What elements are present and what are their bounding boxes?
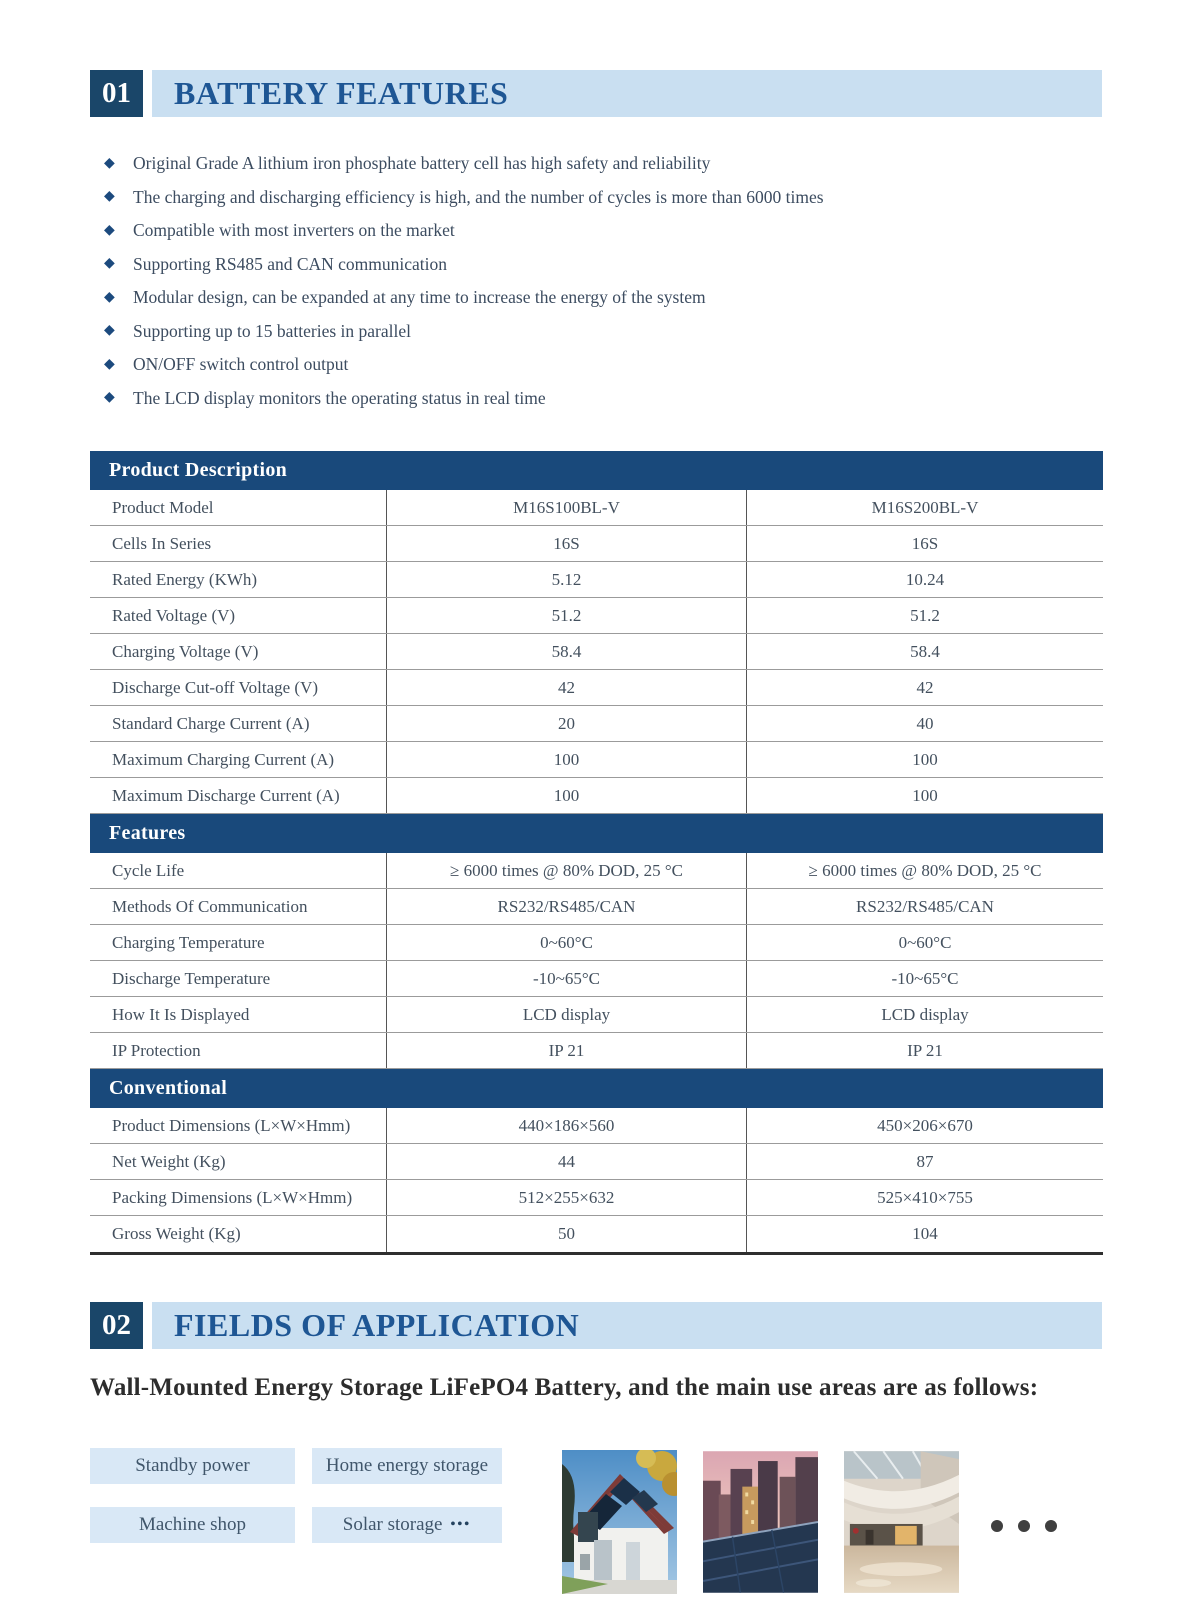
application-chip-label: Machine shop	[138, 1514, 247, 1535]
feature-bullet-text: Supporting RS485 and CAN communication	[133, 253, 448, 274]
spec-value-model-1: 20	[386, 706, 746, 741]
spec-table-section	[90, 1069, 1103, 1252]
section-2-title-bar	[152, 1302, 1102, 1349]
application-chips	[90, 1448, 502, 1543]
feature-bullet	[104, 214, 1044, 248]
spec-row-label: Product Dimensions (L×W×Hmm)	[112, 1115, 351, 1135]
feature-bullet-text: Original Grade A lithium iron phosphate battery cell has high safety and reliability	[133, 153, 711, 174]
spec-row-label: How It Is Displayed	[112, 1004, 250, 1024]
chip-more-dots: •••	[450, 1517, 472, 1532]
spec-table-row	[90, 598, 1103, 634]
ellipsis-dot	[1018, 1520, 1030, 1532]
spec-table-row	[90, 706, 1103, 742]
spec-row-label: Charging Temperature	[112, 932, 265, 952]
spec-value-model-2: 58.4	[746, 634, 1103, 669]
spec-section-header: Features	[90, 814, 1103, 853]
spec-table-row	[90, 925, 1103, 961]
application-chip	[90, 1448, 295, 1484]
spec-row-label: Discharge Temperature	[112, 968, 271, 988]
spec-value-model-1: IP 21	[386, 1033, 746, 1068]
spec-table-row	[90, 1180, 1103, 1216]
spec-table-row	[90, 1108, 1103, 1144]
ellipsis-dot	[991, 1520, 1003, 1532]
application-chip-label: Solar storage	[342, 1514, 443, 1535]
spec-table-row	[90, 961, 1103, 997]
spec-row-label: Standard Charge Current (A)	[112, 713, 310, 733]
spec-value-model-2: 450×206×670	[746, 1108, 1103, 1143]
spec-table-row	[90, 1216, 1103, 1252]
city-solar-photo	[703, 1450, 818, 1594]
spec-value-model-1: 0~60°C	[386, 925, 746, 960]
diamond-bullet-icon: ◆	[104, 323, 115, 339]
application-chip-label: Home energy storage	[325, 1455, 489, 1476]
spec-row-label: Cells In Series	[112, 533, 212, 553]
spec-row-label: Charging Voltage (V)	[112, 641, 259, 661]
spec-value-model-2: 51.2	[746, 598, 1103, 633]
spec-row-label: Product Model	[112, 497, 214, 517]
spec-value-model-2: 525×410×755	[746, 1180, 1103, 1215]
spec-row-label: Maximum Discharge Current (A)	[112, 785, 340, 805]
application-photos	[562, 1450, 959, 1594]
spec-row-label: Discharge Cut-off Voltage (V)	[112, 677, 319, 697]
feature-bullet-text: ON/OFF switch control output	[133, 354, 349, 375]
application-chip	[312, 1507, 502, 1543]
spec-value-model-1: 16S	[386, 526, 746, 561]
spec-value-model-1: 42	[386, 670, 746, 705]
spec-section-header: Product Description	[90, 451, 1103, 490]
feature-bullet-text: The charging and discharging efficiency is high, and the number of cycles is more than 6000 times	[133, 186, 824, 207]
battery-features-list	[104, 147, 1044, 415]
spec-table-row	[90, 778, 1103, 814]
ellipsis-dot	[1045, 1520, 1057, 1532]
feature-bullet	[104, 281, 1044, 315]
feature-bullet	[104, 147, 1044, 181]
feature-bullet	[104, 348, 1044, 382]
application-chip	[90, 1507, 295, 1543]
spec-row-label: Cycle Life	[112, 860, 185, 880]
feature-bullet-text: Modular design, can be expanded at any time to increase the energy of the system	[133, 287, 706, 308]
spec-table-section	[90, 814, 1103, 1069]
feature-bullet	[104, 315, 1044, 349]
mall-interior-photo	[844, 1450, 959, 1594]
spec-value-model-2: 0~60°C	[746, 925, 1103, 960]
application-chip-label: Standby power	[135, 1455, 250, 1476]
section-2-number: 02	[90, 1302, 143, 1349]
feature-bullet	[104, 181, 1044, 215]
spec-row-label: Rated Energy (KWh)	[112, 569, 258, 589]
spec-value-model-2: 16S	[746, 526, 1103, 561]
spec-table-row	[90, 670, 1103, 706]
spec-value-model-1: 5.12	[386, 562, 746, 597]
spec-value-model-1: M16S100BL-V	[386, 490, 746, 525]
spec-table-row	[90, 742, 1103, 778]
spec-value-model-2: 100	[746, 742, 1103, 777]
application-heading: Wall-Mounted Energy Storage LiFePO4 Battery, and the main use areas are as follows:	[90, 1374, 1039, 1401]
feature-bullet	[104, 248, 1044, 282]
spec-value-model-2: ≥ 6000 times @ 80% DOD, 25 °C	[746, 853, 1103, 888]
feature-bullet-text: Supporting up to 15 batteries in parallel	[133, 320, 412, 341]
spec-table-row	[90, 853, 1103, 889]
spec-value-model-1: 50	[386, 1216, 746, 1252]
house-solar-photo	[562, 1450, 677, 1594]
spec-section-rows	[90, 853, 1103, 1069]
diamond-bullet-icon: ◆	[104, 189, 115, 205]
spec-value-model-2: 40	[746, 706, 1103, 741]
section-1-title-bar	[152, 70, 1102, 117]
spec-value-model-1: 44	[386, 1144, 746, 1179]
diamond-bullet-icon: ◆	[104, 256, 115, 272]
spec-table-row	[90, 634, 1103, 670]
spec-row-label: Packing Dimensions (L×W×Hmm)	[112, 1187, 353, 1207]
application-chip	[312, 1448, 502, 1484]
spec-section-header: Conventional	[90, 1069, 1103, 1108]
more-items-ellipsis-icon	[991, 1520, 1057, 1532]
spec-value-model-1: 58.4	[386, 634, 746, 669]
section-1-header	[90, 70, 1102, 117]
spec-table-section	[90, 451, 1103, 814]
spec-table-row	[90, 526, 1103, 562]
spec-value-model-2: -10~65°C	[746, 961, 1103, 996]
spec-table-row	[90, 997, 1103, 1033]
diamond-bullet-icon: ◆	[104, 155, 115, 171]
section-2-header	[90, 1302, 1102, 1349]
spec-section-rows	[90, 1108, 1103, 1252]
spec-row-label: Methods Of Communication	[112, 896, 308, 916]
spec-value-model-1: 51.2	[386, 598, 746, 633]
spec-table-row	[90, 1144, 1103, 1180]
spec-row-label: Rated Voltage (V)	[112, 605, 236, 625]
spec-row-label: Net Weight (Kg)	[112, 1151, 226, 1171]
spec-value-model-1: 440×186×560	[386, 1108, 746, 1143]
spec-value-model-2: 87	[746, 1144, 1103, 1179]
spec-value-model-1: 100	[386, 742, 746, 777]
spec-table-row	[90, 889, 1103, 925]
section-2-title: FIELDS OF APPLICATION	[174, 1307, 580, 1343]
spec-value-model-2: 10.24	[746, 562, 1103, 597]
spec-value-model-2: RS232/RS485/CAN	[746, 889, 1103, 924]
spec-table-row	[90, 1033, 1103, 1069]
feature-bullet-text: Compatible with most inverters on the market	[133, 220, 455, 241]
spec-row-label: IP Protection	[112, 1040, 201, 1060]
section-1-number: 01	[90, 70, 143, 117]
spec-table-row	[90, 562, 1103, 598]
spec-table-row	[90, 490, 1103, 526]
spec-value-model-2: LCD display	[746, 997, 1103, 1032]
spec-value-model-1: 100	[386, 778, 746, 813]
spec-table	[90, 451, 1103, 1255]
spec-value-model-2: M16S200BL-V	[746, 490, 1103, 525]
feature-bullet	[104, 382, 1044, 416]
spec-value-model-1: LCD display	[386, 997, 746, 1032]
spec-value-model-1: RS232/RS485/CAN	[386, 889, 746, 924]
section-1-title: BATTERY FEATURES	[174, 75, 509, 111]
spec-value-model-2: 42	[746, 670, 1103, 705]
diamond-bullet-icon: ◆	[104, 390, 115, 406]
diamond-bullet-icon: ◆	[104, 356, 115, 372]
diamond-bullet-icon: ◆	[104, 289, 115, 305]
spec-row-label: Gross Weight (Kg)	[112, 1224, 241, 1243]
spec-value-model-1: -10~65°C	[386, 961, 746, 996]
spec-value-model-1: ≥ 6000 times @ 80% DOD, 25 °C	[386, 853, 746, 888]
spec-value-model-2: 100	[746, 778, 1103, 813]
spec-section-rows	[90, 490, 1103, 814]
spec-row-label: Maximum Charging Current (A)	[112, 749, 335, 769]
spec-value-model-2: 104	[746, 1216, 1103, 1252]
spec-value-model-1: 512×255×632	[386, 1180, 746, 1215]
diamond-bullet-icon: ◆	[104, 222, 115, 238]
feature-bullet-text: The LCD display monitors the operating status in real time	[133, 387, 546, 408]
spec-value-model-2: IP 21	[746, 1033, 1103, 1068]
